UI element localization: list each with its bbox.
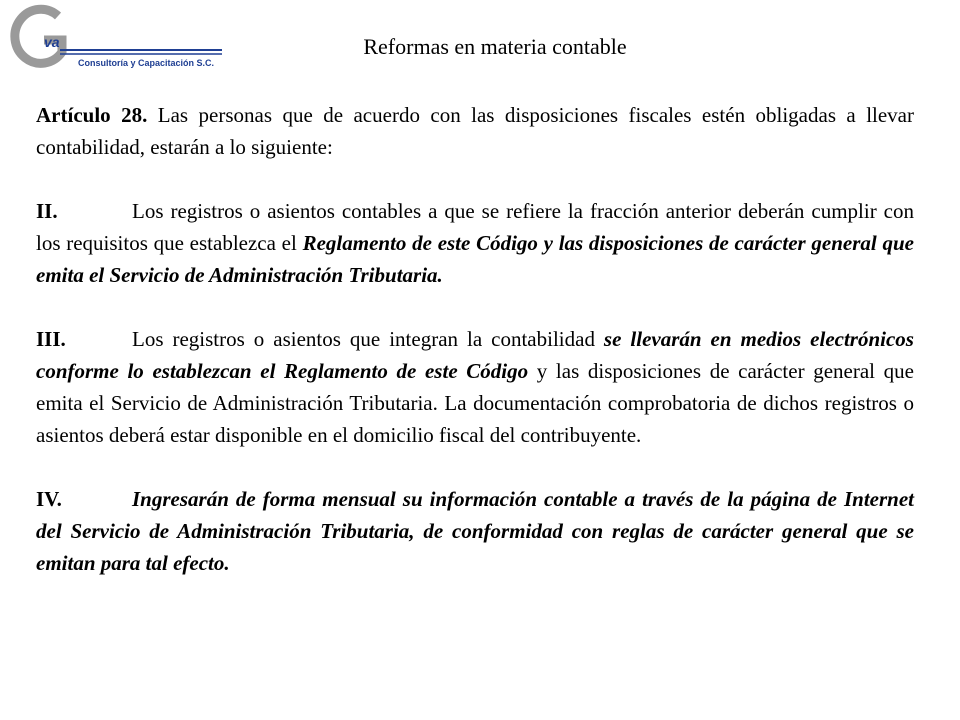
logo-tagline: Consultoría y Capacitación S.C. <box>78 58 215 68</box>
logo-va-text: va <box>44 34 60 50</box>
fraction-emphasis: se llevarán en medios electrónicos conforme lo establezcan el Reglamento de este Código <box>36 327 914 383</box>
article-content <box>36 99 914 611</box>
fraction-emphasis: Ingresarán de forma mensual su información contable a través de la página de Internet del Servicio de Administración Tributaria, de conformidad con reglas de carácter general que se emitan para tal efecto. <box>36 487 914 575</box>
page-title: Reformas en materia contable <box>363 34 627 59</box>
fraction-emphasis: Reglamento de este Código y las disposiciones de carácter general que emita el Servicio de Administración Tributaria. <box>36 231 914 287</box>
article-intro-text: Las personas que de acuerdo con las disposiciones fiscales estén obligadas a llevar contabilidad, estarán a lo siguiente: <box>36 103 914 159</box>
fraction-iv <box>36 483 914 579</box>
fraction-number: III. <box>36 327 66 351</box>
fraction-iii <box>36 323 914 451</box>
fraction-text: Los registros o asientos contables a que se refiere la fracción anterior deberán cumplir con los requisitos que establezca el <box>36 199 914 255</box>
fraction-number: IV. <box>36 487 62 511</box>
article-intro <box>36 99 914 163</box>
article-label: Artículo 28. <box>36 103 148 127</box>
fraction-text: Los registros o asientos que integran la contabilidad <box>132 327 604 351</box>
fraction-ii <box>36 195 914 291</box>
fraction-text-2: y las disposiciones de carácter general que emita el Servicio de Administración Tributaria. La documentación comprobatoria de dichos registros o asientos deberá estar disponible en el domicilio fiscal del contribuyente. <box>36 359 914 447</box>
fraction-number: II. <box>36 199 58 223</box>
